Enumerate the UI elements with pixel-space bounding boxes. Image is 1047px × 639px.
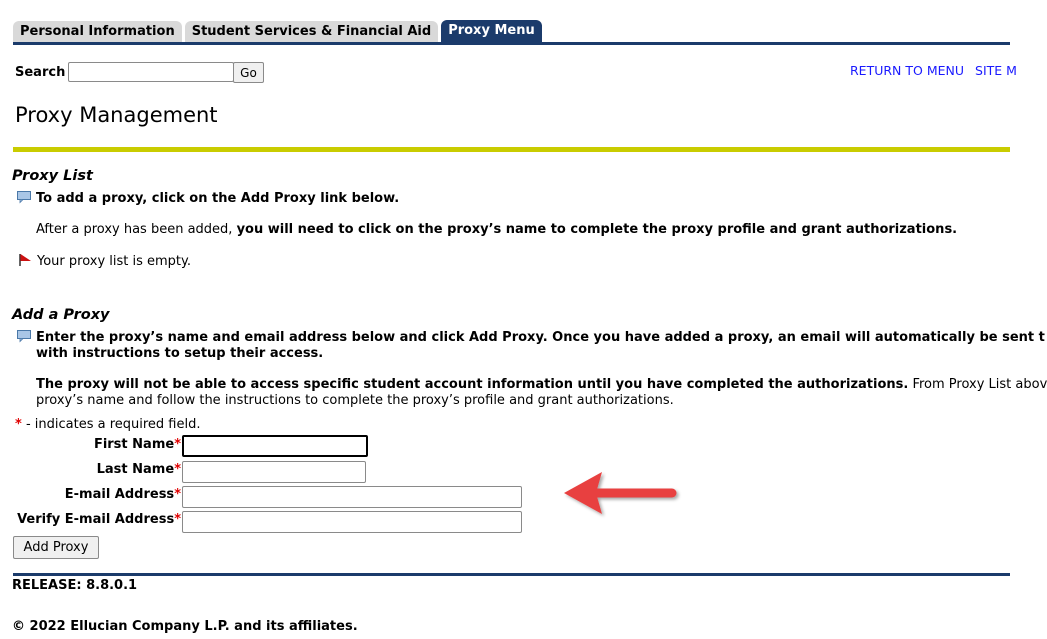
release-version: RELEASE: 8.8.0.1 bbox=[12, 578, 138, 593]
verify-email-input[interactable] bbox=[182, 511, 522, 533]
tab-divider bbox=[13, 42, 1010, 45]
tab-bar bbox=[13, 18, 545, 42]
email-address-label bbox=[65, 487, 181, 502]
authorization-note-line2: proxy’s name and follow the instructions to complete the proxy’s profile and grant authorizations. bbox=[36, 393, 674, 408]
flag-icon bbox=[18, 253, 34, 267]
required-star: * bbox=[15, 417, 22, 432]
required-star: * bbox=[174, 512, 181, 527]
after-added-prefix: After a proxy has been added, bbox=[36, 222, 233, 237]
tab-proxy-menu[interactable]: Proxy Menu bbox=[441, 20, 542, 42]
verify-email-label bbox=[17, 512, 181, 527]
page-title: Proxy Management bbox=[15, 103, 218, 127]
last-name-input[interactable] bbox=[182, 461, 366, 483]
authorization-note-bold: The proxy will not be able to access specific student account information until you have completed the authorizations. bbox=[36, 377, 909, 392]
first-name-label bbox=[94, 437, 181, 452]
last-name-label bbox=[97, 462, 181, 477]
required-star: * bbox=[174, 462, 181, 477]
required-field-note bbox=[15, 417, 200, 432]
tab-personal-information[interactable]: Personal Information bbox=[13, 21, 182, 42]
info-icon bbox=[17, 191, 33, 203]
search-input[interactable] bbox=[68, 62, 234, 82]
authorization-note-rest: From Proxy List abov bbox=[912, 377, 1047, 392]
required-star: * bbox=[174, 437, 181, 452]
add-proxy-button[interactable]: Add Proxy bbox=[13, 536, 99, 559]
required-star: * bbox=[174, 487, 181, 502]
email-address-label-text: E-mail Address bbox=[64, 487, 175, 502]
info-icon bbox=[17, 330, 33, 342]
add-proxy-instructions-2: with instructions to setup their access. bbox=[36, 346, 324, 361]
annotation-arrow-icon bbox=[560, 466, 685, 520]
tab-student-services-financial-aid[interactable]: Student Services & Financial Aid bbox=[185, 21, 438, 42]
top-links bbox=[850, 63, 1028, 79]
first-name-label-text: First Name bbox=[93, 437, 175, 452]
required-note-text: - indicates a required field. bbox=[21, 417, 201, 432]
verify-email-label-text: Verify E-mail Address bbox=[17, 512, 175, 527]
add-proxy-hint: To add a proxy, click on the Add Proxy link below. bbox=[36, 191, 400, 206]
go-button[interactable]: Go bbox=[233, 62, 264, 83]
add-proxy-instructions-1: Enter the proxy’s name and email address below and click Add Proxy. Once you have added a proxy, an email will automatically be sent t bbox=[36, 330, 1045, 345]
empty-list-message: Your proxy list is empty. bbox=[37, 254, 191, 269]
title-rule bbox=[13, 147, 1010, 152]
after-added-text bbox=[36, 222, 957, 237]
site-map-link[interactable]: SITE M bbox=[975, 63, 1017, 78]
footer-rule bbox=[13, 573, 1010, 576]
search-label: Search bbox=[15, 65, 66, 80]
add-proxy-heading: Add a Proxy bbox=[12, 307, 110, 323]
return-to-menu-link[interactable]: RETURN TO MENU bbox=[850, 63, 965, 78]
copyright: © 2022 Ellucian Company L.P. and its affiliates. bbox=[12, 619, 358, 634]
after-added-bold: you will need to click on the proxy’s name to complete the proxy profile and grant authorizations. bbox=[236, 222, 958, 237]
authorization-note bbox=[36, 377, 1047, 392]
first-name-input[interactable] bbox=[182, 435, 368, 457]
email-address-input[interactable] bbox=[182, 486, 522, 508]
proxy-list-heading: Proxy List bbox=[12, 168, 93, 184]
last-name-label-text: Last Name bbox=[96, 462, 175, 477]
